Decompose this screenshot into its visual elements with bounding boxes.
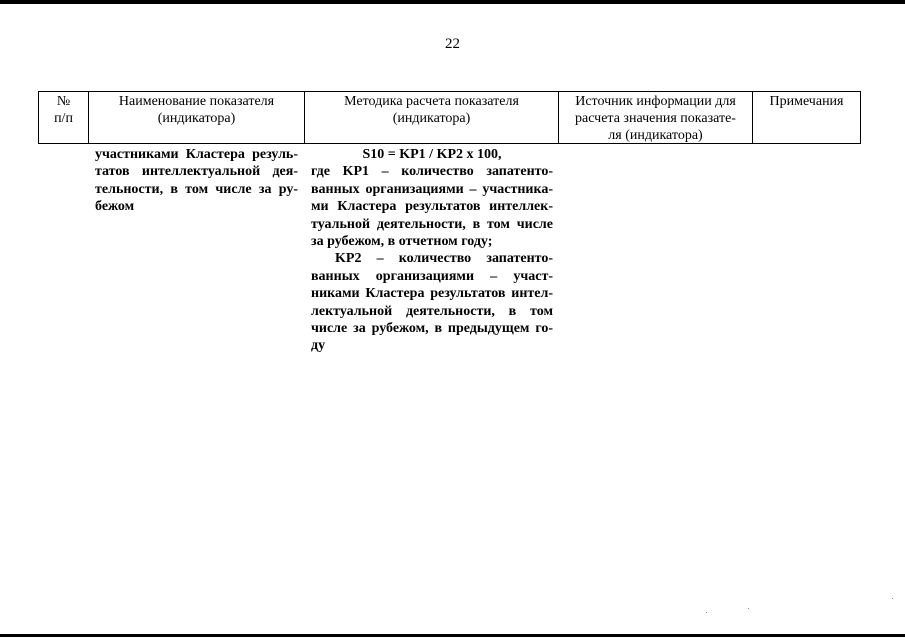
method-line: никами Кластера результатов интел- [311,286,553,302]
header-number [39,93,88,127]
calculation-method-cell [311,146,553,355]
page-number: 22 [445,36,460,52]
method-line: где KP1 – количество запатенто- [311,164,553,180]
header-number-line-1: № [56,94,71,109]
header-number-line-2: п/п [54,111,73,126]
header-notes-line-1: Примечания [769,94,844,109]
table-top-border [38,91,861,92]
method-line: ду [311,338,326,354]
indicator-name-line: татов интеллектуальной дея- [95,164,298,180]
scan-speck [892,598,893,599]
method-line: KP2 – количество запатенто- [335,251,553,267]
indicator-name-line: бежом [95,199,135,215]
method-line: ванных организациями – участника- [311,181,553,197]
bottom-border-rule [0,634,905,637]
header-indicator-name-line-2: (индикатора) [157,111,236,126]
header-information-source-line-2: расчета значения показате- [575,111,736,126]
method-line: за рубежом, в отчетном году; [311,234,493,250]
indicator-name-cell [95,146,298,216]
header-information-source-line-3: ля (индикатора) [608,128,703,143]
table-right-border [860,91,861,144]
header-calculation-method-line-1: Методика расчета показателя [344,94,519,109]
header-calculation-method-line-2: (индикатора) [392,111,471,126]
formula-line: S10 = KP1 / KP2 x 100, [362,147,502,162]
header-indicator-name-line-1: Наименование показателя [118,94,275,109]
method-line: ми Кластера результатов интеллек- [311,199,553,215]
top-border-rule [0,0,905,4]
indicator-name-line: участниками Кластера резуль- [95,147,298,162]
header-calculation-method [305,93,558,127]
scan-speck [748,608,749,609]
method-line: ванных организациями – участ- [311,268,553,284]
indicator-name-line: тельности, в том числе за ру- [95,181,298,197]
header-indicator-name [89,93,304,127]
method-line: числе за рубежом, в предыдущем го- [311,321,553,337]
method-line: лектуальной деятельности, в том [311,303,553,319]
header-information-source [559,93,752,144]
scan-speck [706,612,707,613]
header-notes [753,93,860,110]
header-information-source-line-1: Источник информации для [575,94,736,109]
method-line: туальной деятельности, в том числе [311,216,553,232]
